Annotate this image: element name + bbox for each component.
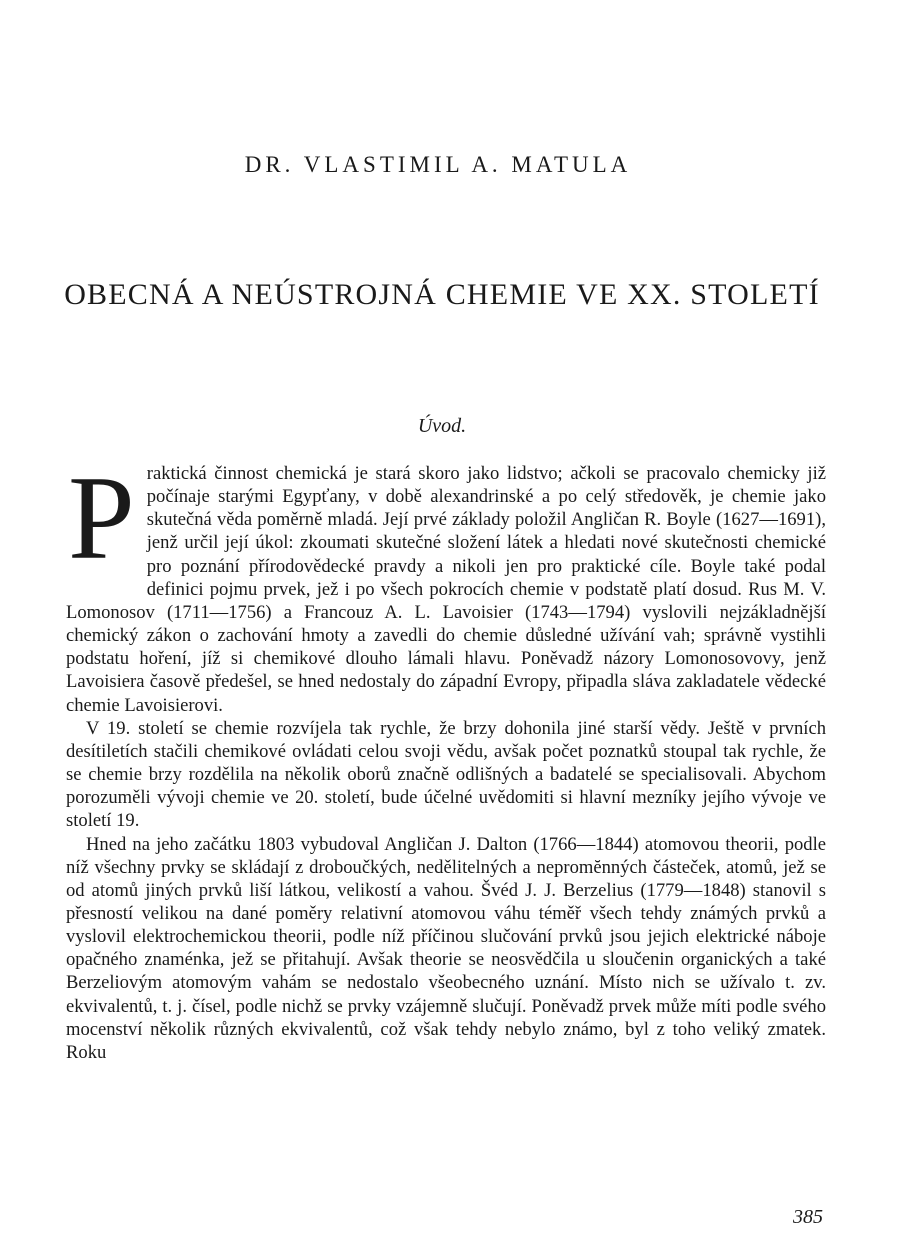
drop-cap: P: [68, 451, 135, 584]
author-name: DR. VLASTIMIL A. MATULA: [244, 152, 632, 177]
paragraph-1: [66, 451, 826, 717]
article-body: [66, 451, 826, 1064]
section-heading: Úvod.: [417, 415, 467, 437]
paragraph-2: V 19. století se chemie rozvíjela tak rychle, že brzy dohonila jiné starší vědy. Ještě v prvních desítiletích stačili chemikové ovládati celou svoji vědu, avšak počet poznatků stoupal tak rychle, že se chemie brzy rozdělila na několik oborů značně odlišných a badatelé se specialisovali. Abychom porozuměli vývoji chemie ve 20. století, bude účelné uvědomiti si hlavní mezníky jejího vývoje ve století 19.: [66, 717, 826, 832]
page-number: 385: [793, 1206, 823, 1228]
article-title: OBECNÁ A NEÚSTROJNÁ CHEMIE VE XX. STOLETÍ: [64, 278, 820, 311]
paragraph-1-text: raktická činnost chemická je stará skoro jako lidstvo; ačkoli se pracovalo chemicky již počínaje starými Egypťany, v době alexandrinské a po celý středověk, je chemie jako skutečná věda poměrně mladá. Její prvé základy položil Angličan R. Boyle (1627—1691), jenž určil její úkol: zkoumati skutečné složení látek a hledati nové skutečnosti chemické pro poznání přírodovědecké pravdy a nikoli jen pro praktické cíle. Boyle také podal definici pojmu prvek, jež i po všech pokrocích chemie v podstatě platí dosud. Rus M. V. Lomonosov (1711—1756) a Francouz A. L. Lavoisier (1743—1794) vyslovili nejzákladnější chemický zákon o zachování hmoty a zavedli do chemie důsledné užívání vah; správně vystihli podstatu hoření, jíž si chemikové dlouho lámali hlavu. Poněvadž názory Lomonosovovy, jenž Lavoisiera časově předešel, se hned nedostaly do západní Evropy, připadla sláva zakladatele vědecké chemie Lavoisierovi.: [66, 463, 826, 716]
paragraph-3: Hned na jeho začátku 1803 vybudoval Angličan J. Dalton (1766—1844) atomovou theorii, podle níž všechny prvky se skládají z droboučkých, nedělitelných a nepromĕnných částeček, atomů, jež se od atomů jiných prvků liší látkou, velikostí a vahou. Švéd J. J. Berzelius (1779—1848) stanovil s přesností velikou na dané poměry relativní atomovou váhu téměř všech tehdy známých prvků a vyslovil elektrochemickou theorii, podle níž příčinou slučování prvků jsou jejich elektrické náboje opačného znaménka, jež se přitahují. Avšak theorie se neosvědčila u sloučenin organických a také Berzeliovým atomovým vahám se nedostalo všeobecného uznání. Místo nich se užívalo t. zv. ekvivalentů, t. j. čísel, podle nichž se prvky vzájemně slučují. Poněvadž prvek může míti podle svého mocenství několik různých ekvivalentů, což však tehdy nebylo známo, byl z toho veliký zmatek. Roku: [66, 833, 826, 1063]
